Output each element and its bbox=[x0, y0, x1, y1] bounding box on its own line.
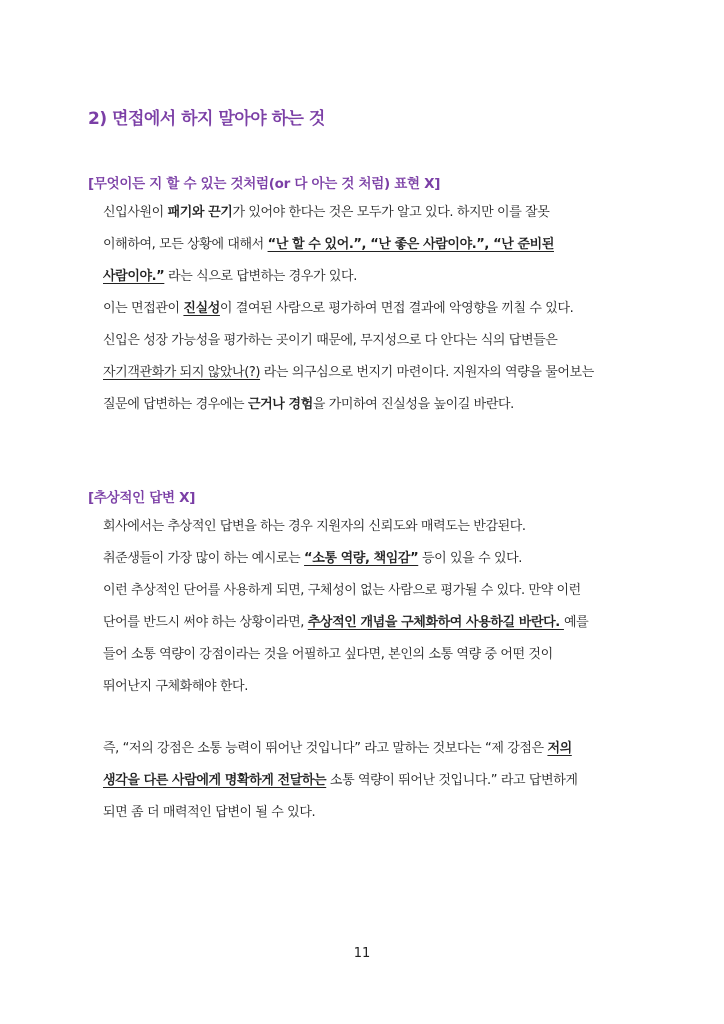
text: 이해하여, 모든 상황에 대해서 bbox=[103, 237, 268, 252]
bold-underlined-text: 추상적인 개념을 구체화하여 사용하길 바란다. bbox=[307, 615, 564, 630]
paragraph-line bbox=[103, 678, 248, 696]
text: 이 결여된 사람으로 평가하여 면접 결과에 악영향을 끼칠 수 있다. bbox=[219, 301, 574, 316]
paragraph-line bbox=[103, 614, 588, 632]
paragraph-line bbox=[103, 204, 549, 222]
text: 을 가미하여 진실성을 높이길 바란다. bbox=[312, 397, 514, 412]
bold-underlined-text: 저의 bbox=[547, 741, 572, 756]
text: 되면 좀 더 매력적인 답변이 될 수 있다. bbox=[103, 805, 316, 820]
text: 뛰어난지 구체화해야 한다. bbox=[103, 679, 248, 694]
paragraph-line bbox=[103, 740, 572, 758]
sub-heading-2: [추상적인 답변 X] bbox=[88, 490, 196, 506]
text: 라는 의구심으로 번지기 마련이다. 지원자의 역량을 물어보는 bbox=[260, 365, 594, 380]
paragraph-line bbox=[103, 332, 557, 350]
text: 취준생들이 가장 많이 하는 예시로는 bbox=[103, 551, 305, 566]
text: 이는 면접관이 bbox=[103, 301, 184, 316]
paragraph-line bbox=[103, 300, 573, 318]
bold-text: 근거나 경험 bbox=[247, 397, 313, 412]
text: 라는 식으로 답변하는 경우가 있다. bbox=[164, 269, 357, 284]
text: 소통 역량이 뛰어난 것입니다.” 라고 답변하게 bbox=[326, 773, 578, 788]
text: 신입은 성장 가능성을 평가하는 곳이기 때문에, 무지성으로 다 안다는 식의 답변들은 bbox=[103, 333, 558, 348]
paragraph-line bbox=[103, 396, 514, 414]
paragraph-line bbox=[103, 804, 315, 822]
bold-underlined-text: “난 할 수 있어.”, “난 좋은 사람이야.”, “난 준비된 bbox=[267, 237, 554, 252]
sub-heading-1: [무엇이든 지 할 수 있는 것처럼(or 다 아는 것 처럼) 표현 X] bbox=[88, 176, 441, 192]
paragraph-line bbox=[103, 268, 357, 286]
bold-underlined-text: “소통 역량, 책임감” bbox=[304, 551, 419, 566]
page-number: 11 bbox=[353, 946, 371, 961]
bold-underlined-text: 생각을 다른 사람에게 명확하게 전달하는 bbox=[103, 773, 327, 788]
text: 회사에서는 추상적인 답변을 하는 경우 지원자의 신뢰도와 매력도는 반감된다. bbox=[103, 519, 526, 534]
text: 질문에 답변하는 경우에는 bbox=[103, 397, 248, 412]
paragraph-line bbox=[103, 518, 526, 536]
text: 예를 bbox=[563, 615, 589, 630]
paragraph-line bbox=[103, 550, 522, 568]
section-title: 2) 면접에서 하지 말아야 하는 것 bbox=[88, 109, 325, 129]
underlined-text: 자기객관화가 되지 않았나(?) bbox=[103, 365, 261, 380]
bold-text: 패기와 끈기 bbox=[167, 205, 233, 220]
paragraph-line bbox=[103, 364, 594, 382]
text: 신입사원이 bbox=[103, 205, 168, 220]
paragraph-line bbox=[103, 646, 553, 664]
paragraph-line bbox=[103, 582, 581, 600]
paragraph-line bbox=[103, 772, 578, 790]
bold-underlined-text: 사람이야.” bbox=[103, 269, 165, 284]
text: 들어 소통 역량이 강점이라는 것을 어필하고 싶다면, 본인의 소통 역량 중 어떤 것이 bbox=[103, 647, 553, 662]
paragraph-line bbox=[103, 236, 554, 254]
text: 이런 추상적인 단어를 사용하게 되면, 구체성이 없는 사람으로 평가될 수 있다. 만약 이런 bbox=[103, 583, 581, 598]
text: 가 있어야 한다는 것은 모두가 알고 있다. 하지만 이를 잘못 bbox=[232, 205, 550, 220]
text: 등이 있을 수 있다. bbox=[418, 551, 523, 566]
bold-underlined-text: 진실성 bbox=[183, 301, 220, 316]
text: 즉, “저의 강점은 소통 능력이 뛰어난 것입니다” 라고 말하는 것보다는 “제 강점은 bbox=[103, 741, 548, 756]
text: 단어를 반드시 써야 하는 상황이라면, bbox=[103, 615, 308, 630]
